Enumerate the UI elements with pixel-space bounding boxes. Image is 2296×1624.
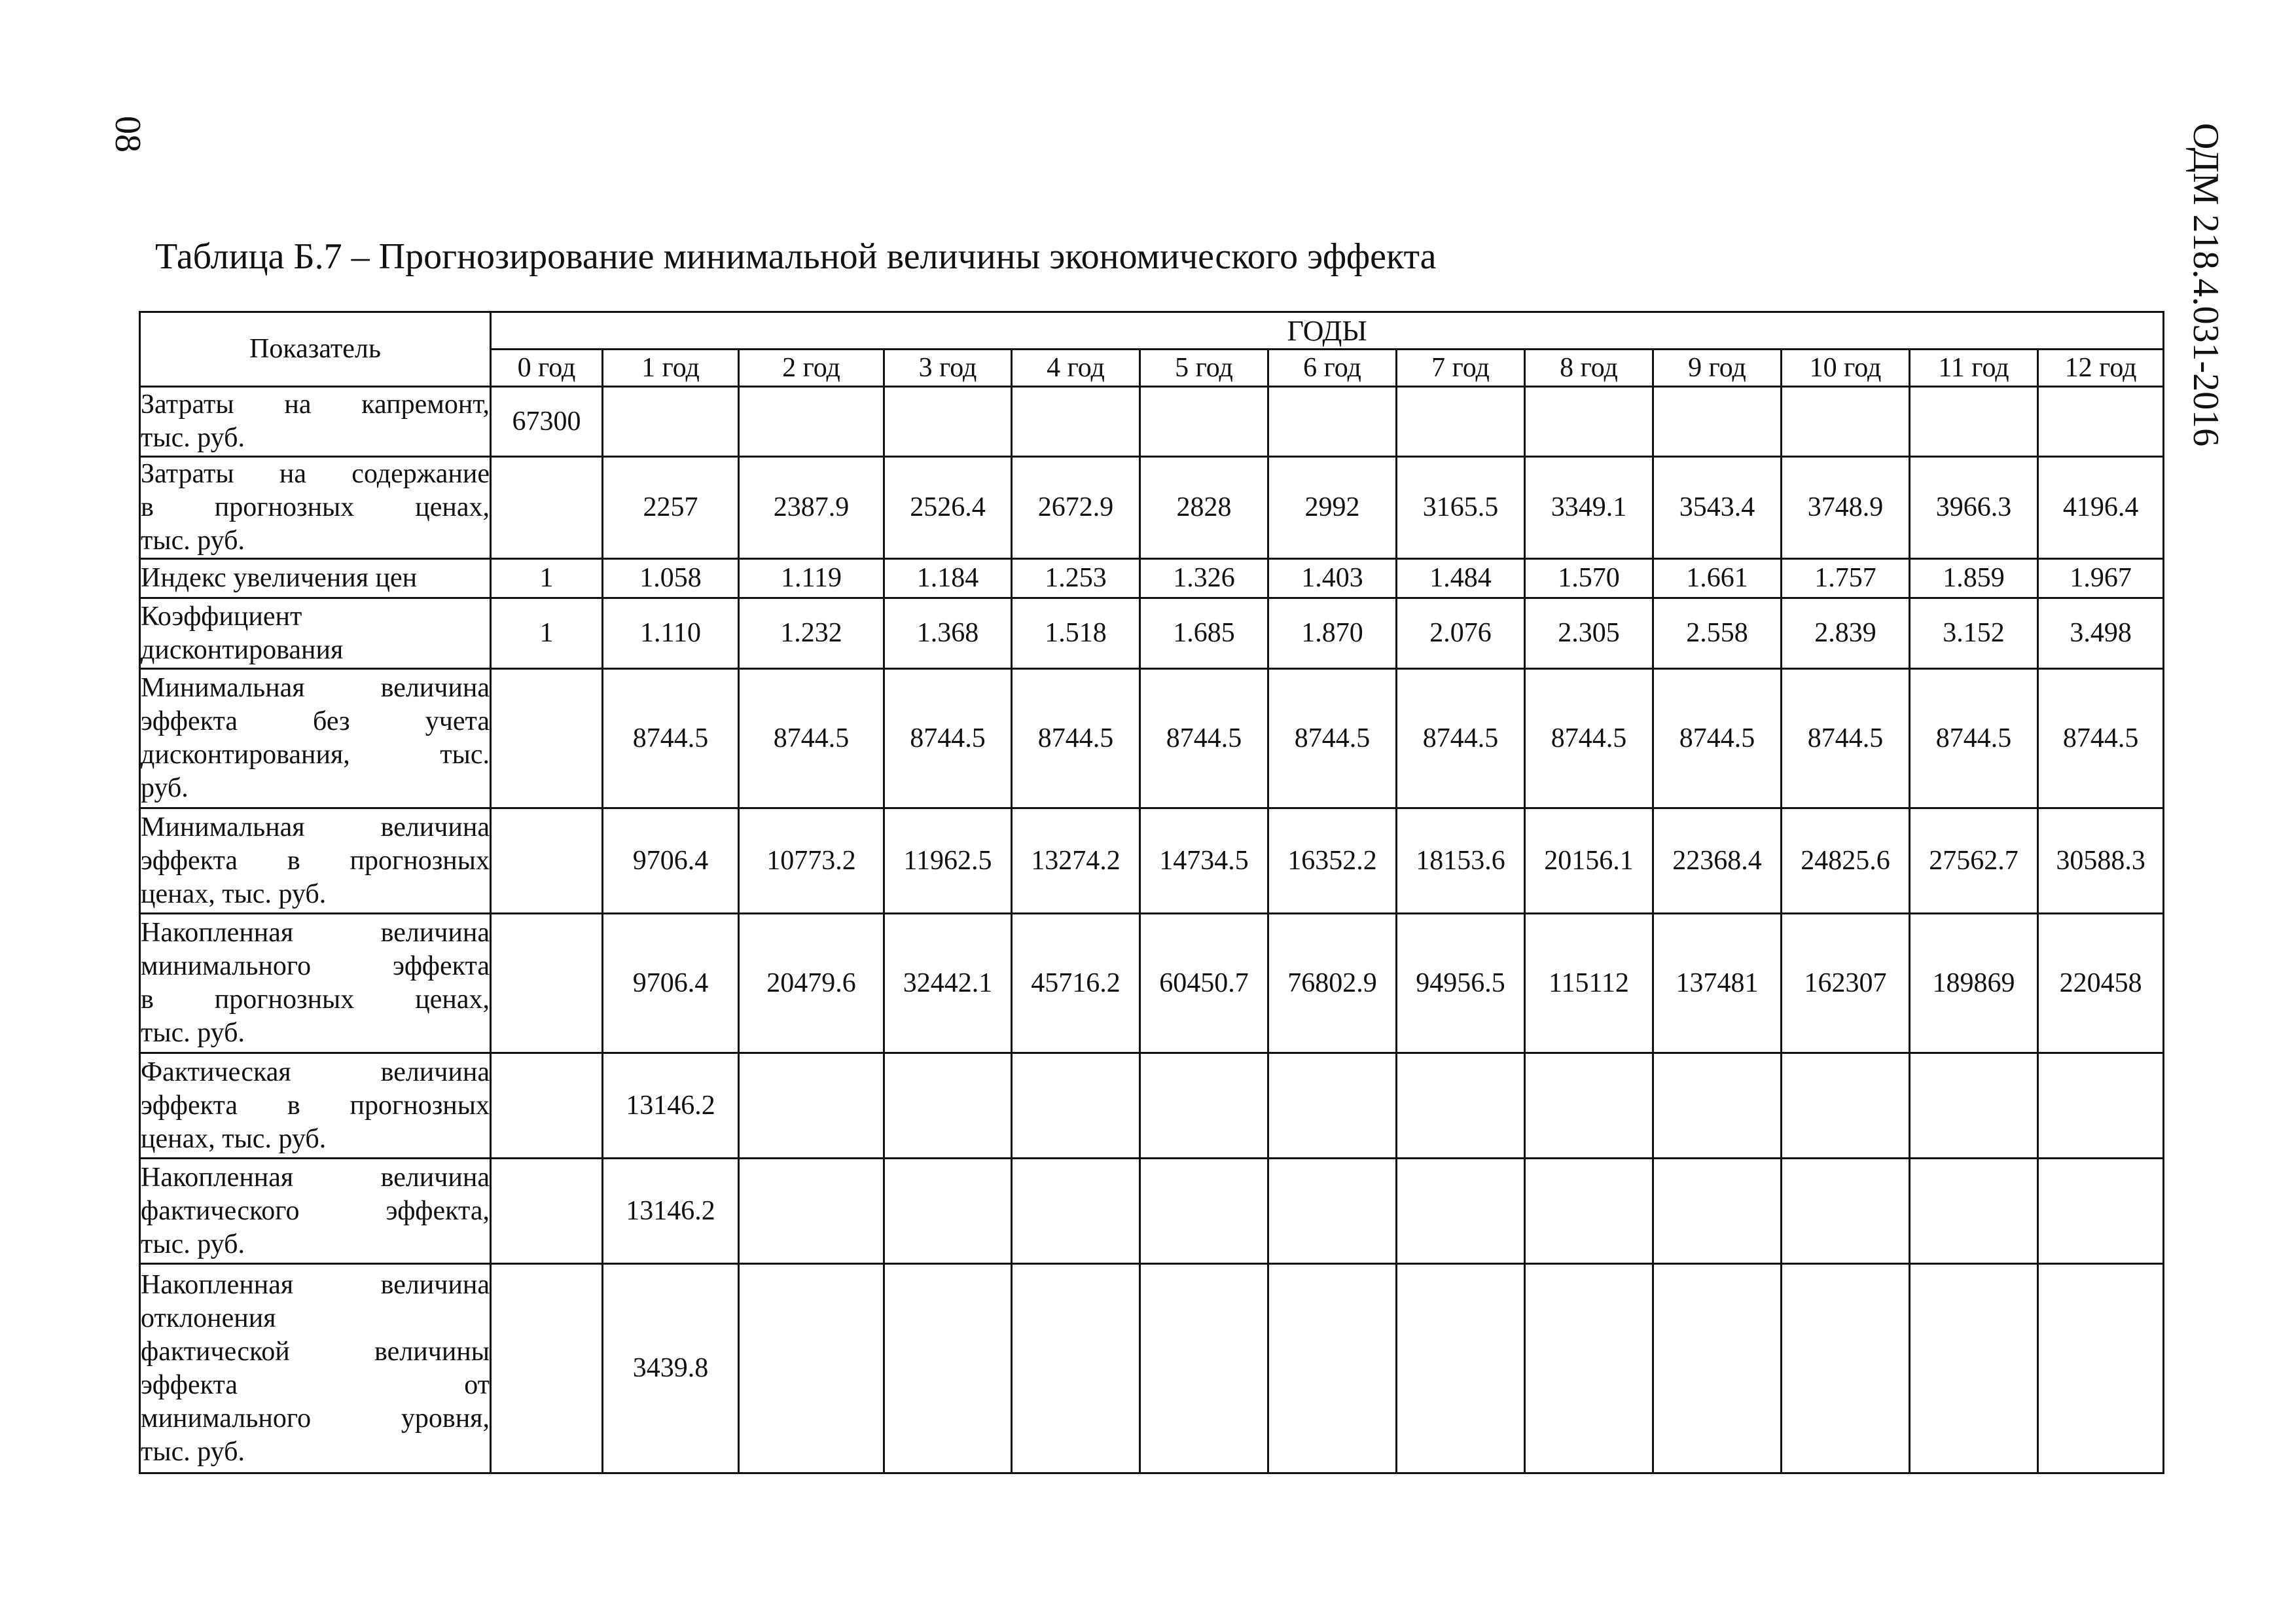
value-cell bbox=[491, 1159, 603, 1264]
value-cell: 14734.5 bbox=[1140, 808, 1268, 914]
document-code: ОДМ 218.4.031-2016 bbox=[2185, 122, 2226, 447]
value-cell: 11962.5 bbox=[884, 808, 1012, 914]
value-cell bbox=[1012, 387, 1140, 457]
value-cell: 189869 bbox=[1910, 914, 2038, 1053]
value-cell bbox=[1140, 1159, 1268, 1264]
value-cell: 3349.1 bbox=[1525, 457, 1653, 559]
value-cell: 1.518 bbox=[1012, 598, 1140, 669]
indicator-cell bbox=[140, 1159, 491, 1264]
indicator-label-line: ценах, тыс. руб. bbox=[141, 878, 327, 909]
value-cell: 3748.9 bbox=[1782, 457, 1910, 559]
value-cell bbox=[739, 1264, 884, 1473]
indicator-label-line: Затраты на капремонт, bbox=[141, 389, 490, 420]
table-row bbox=[140, 669, 2164, 808]
value-cell bbox=[1140, 1264, 1268, 1473]
year-header-cell: 2 год bbox=[739, 350, 884, 387]
indicator-label-line: Коэффициент bbox=[141, 601, 302, 632]
value-cell bbox=[884, 1053, 1012, 1159]
value-cell: 67300 bbox=[491, 387, 603, 457]
value-cell bbox=[491, 808, 603, 914]
value-cell: 1.757 bbox=[1782, 559, 1910, 598]
indicator-label-line: отклонения bbox=[141, 1303, 276, 1333]
indicator-label-line: фактического эффекта, bbox=[141, 1195, 490, 1226]
table-row bbox=[140, 1264, 2164, 1473]
value-cell bbox=[1653, 1053, 1782, 1159]
indicator-cell bbox=[140, 669, 491, 808]
indicator-label-line: Накопленная величина bbox=[141, 918, 490, 948]
indicator-label-line: дисконтирования bbox=[141, 634, 344, 665]
value-cell bbox=[1012, 1264, 1140, 1473]
value-cell: 2992 bbox=[1268, 457, 1397, 559]
value-cell: 1.326 bbox=[1140, 559, 1268, 598]
value-cell: 8744.5 bbox=[603, 669, 739, 808]
year-header-cell: 8 год bbox=[1525, 350, 1653, 387]
value-cell bbox=[2038, 1159, 2164, 1264]
value-cell: 24825.6 bbox=[1782, 808, 1910, 914]
value-cell: 8744.5 bbox=[1525, 669, 1653, 808]
year-header-cell: 9 год bbox=[1653, 350, 1782, 387]
value-cell bbox=[1910, 1264, 2038, 1473]
value-cell bbox=[739, 1159, 884, 1264]
indicator-cell bbox=[140, 559, 491, 598]
value-cell bbox=[1012, 1159, 1140, 1264]
value-cell: 16352.2 bbox=[1268, 808, 1397, 914]
value-cell bbox=[1397, 1159, 1525, 1264]
value-cell bbox=[603, 387, 739, 457]
value-cell bbox=[1782, 1264, 1910, 1473]
indicator-label-line: Накопленная величина bbox=[141, 1162, 490, 1193]
value-cell bbox=[1782, 1053, 1910, 1159]
year-header-cell: 6 год bbox=[1268, 350, 1397, 387]
value-cell bbox=[1268, 387, 1397, 457]
indicator-header: Показатель bbox=[140, 312, 491, 387]
value-cell: 8744.5 bbox=[1782, 669, 1910, 808]
value-cell: 2.076 bbox=[1397, 598, 1525, 669]
value-cell: 13146.2 bbox=[603, 1159, 739, 1264]
value-cell bbox=[884, 387, 1012, 457]
year-header-cell: 3 год bbox=[884, 350, 1012, 387]
value-cell bbox=[1525, 1053, 1653, 1159]
table-row bbox=[140, 559, 2164, 598]
table-row bbox=[140, 1159, 2164, 1264]
value-cell: 2526.4 bbox=[884, 457, 1012, 559]
indicator-label-line: тыс. руб. bbox=[141, 1436, 245, 1467]
value-cell: 4196.4 bbox=[2038, 457, 2164, 559]
value-cell bbox=[1397, 387, 1525, 457]
value-cell: 1.184 bbox=[884, 559, 1012, 598]
value-cell: 1.119 bbox=[739, 559, 884, 598]
forecast-table bbox=[139, 311, 2164, 1474]
value-cell: 8744.5 bbox=[884, 669, 1012, 808]
value-cell: 3543.4 bbox=[1653, 457, 1782, 559]
indicator-label-line: руб. bbox=[141, 773, 188, 803]
indicator-label-line: в прогнозных ценах, bbox=[141, 492, 490, 522]
value-cell: 115112 bbox=[1525, 914, 1653, 1053]
value-cell: 2.558 bbox=[1653, 598, 1782, 669]
indicator-label-line: Индекс увеличения цен bbox=[141, 563, 418, 593]
indicator-label-line: в прогнозных ценах, bbox=[141, 984, 490, 1015]
value-cell bbox=[1525, 387, 1653, 457]
indicator-label-line: Минимальная величина bbox=[141, 812, 490, 842]
value-cell: 10773.2 bbox=[739, 808, 884, 914]
value-cell: 1.484 bbox=[1397, 559, 1525, 598]
indicator-cell bbox=[140, 914, 491, 1053]
value-cell: 9706.4 bbox=[603, 914, 739, 1053]
value-cell bbox=[1268, 1053, 1397, 1159]
value-cell: 76802.9 bbox=[1268, 914, 1397, 1053]
value-cell bbox=[1268, 1159, 1397, 1264]
value-cell: 2.305 bbox=[1525, 598, 1653, 669]
value-cell bbox=[1782, 1159, 1910, 1264]
value-cell bbox=[491, 457, 603, 559]
table-row bbox=[140, 387, 2164, 457]
value-cell: 1.110 bbox=[603, 598, 739, 669]
table-row bbox=[140, 808, 2164, 914]
indicator-label-line: минимального эффекта bbox=[141, 951, 490, 981]
value-cell: 3439.8 bbox=[603, 1264, 739, 1473]
value-cell bbox=[884, 1264, 1012, 1473]
value-cell: 32442.1 bbox=[884, 914, 1012, 1053]
value-cell: 13274.2 bbox=[1012, 808, 1140, 914]
value-cell: 1.859 bbox=[1910, 559, 2038, 598]
value-cell: 3165.5 bbox=[1397, 457, 1525, 559]
value-cell bbox=[1012, 1053, 1140, 1159]
value-cell bbox=[1397, 1264, 1525, 1473]
years-header: ГОДЫ bbox=[491, 312, 2164, 350]
year-header-cell: 11 год bbox=[1910, 350, 2038, 387]
value-cell: 1 bbox=[491, 598, 603, 669]
value-cell bbox=[1140, 1053, 1268, 1159]
year-header-cell: 0 год bbox=[491, 350, 603, 387]
value-cell: 8744.5 bbox=[1910, 669, 2038, 808]
value-cell: 3.498 bbox=[2038, 598, 2164, 669]
value-cell: 1.967 bbox=[2038, 559, 2164, 598]
value-cell bbox=[1268, 1264, 1397, 1473]
value-cell bbox=[1910, 1053, 2038, 1159]
value-cell: 1 bbox=[491, 559, 603, 598]
value-cell bbox=[1910, 387, 2038, 457]
table-caption: Таблица Б.7 – Прогнозирование минимальной величины экономического эффекта bbox=[155, 236, 1437, 277]
value-cell: 20156.1 bbox=[1525, 808, 1653, 914]
indicator-label-line: эффекта в прогнозных bbox=[141, 1090, 490, 1121]
value-cell: 1.870 bbox=[1268, 598, 1397, 669]
value-cell: 1.685 bbox=[1140, 598, 1268, 669]
value-cell bbox=[491, 669, 603, 808]
value-cell bbox=[1525, 1264, 1653, 1473]
value-cell: 1.570 bbox=[1525, 559, 1653, 598]
indicator-cell bbox=[140, 808, 491, 914]
indicator-label-line: эффекта в прогнозных bbox=[141, 845, 490, 876]
table-row bbox=[140, 914, 2164, 1053]
value-cell bbox=[739, 387, 884, 457]
value-cell bbox=[739, 1053, 884, 1159]
value-cell: 1.232 bbox=[739, 598, 884, 669]
value-cell: 3966.3 bbox=[1910, 457, 2038, 559]
value-cell: 8744.5 bbox=[739, 669, 884, 808]
value-cell: 2828 bbox=[1140, 457, 1268, 559]
table-row bbox=[140, 1053, 2164, 1159]
value-cell: 22368.4 bbox=[1653, 808, 1782, 914]
value-cell bbox=[491, 1053, 603, 1159]
value-cell bbox=[2038, 387, 2164, 457]
value-cell: 8744.5 bbox=[1140, 669, 1268, 808]
value-cell bbox=[1653, 1159, 1782, 1264]
indicator-label-line: Фактическая величина bbox=[141, 1056, 490, 1087]
value-cell: 2387.9 bbox=[739, 457, 884, 559]
value-cell bbox=[2038, 1053, 2164, 1159]
value-cell bbox=[1653, 387, 1782, 457]
indicator-label-line: эффекта от bbox=[141, 1369, 490, 1400]
value-cell: 2.839 bbox=[1782, 598, 1910, 669]
table-row bbox=[140, 598, 2164, 669]
value-cell: 45716.2 bbox=[1012, 914, 1140, 1053]
table-body bbox=[140, 387, 2164, 1473]
year-header-cell: 4 год bbox=[1012, 350, 1140, 387]
indicator-label-line: Минимальная величина bbox=[141, 673, 490, 703]
indicator-cell bbox=[140, 598, 491, 669]
value-cell: 8744.5 bbox=[1397, 669, 1525, 808]
value-cell: 13146.2 bbox=[603, 1053, 739, 1159]
year-header-cell: 1 год bbox=[603, 350, 739, 387]
indicator-label-line: минимального уровня, bbox=[141, 1403, 490, 1434]
value-cell bbox=[491, 1264, 603, 1473]
value-cell: 162307 bbox=[1782, 914, 1910, 1053]
indicator-cell bbox=[140, 1053, 491, 1159]
value-cell: 137481 bbox=[1653, 914, 1782, 1053]
value-cell bbox=[491, 914, 603, 1053]
value-cell: 18153.6 bbox=[1397, 808, 1525, 914]
indicator-label-line: Накопленная величина bbox=[141, 1269, 490, 1300]
indicator-label-line: фактической величины bbox=[141, 1336, 490, 1367]
indicator-label-line: Затраты на содержание bbox=[141, 459, 490, 489]
value-cell: 8744.5 bbox=[2038, 669, 2164, 808]
value-cell: 8744.5 bbox=[1268, 669, 1397, 808]
year-header-cell: 12 год bbox=[2038, 350, 2164, 387]
value-cell: 2672.9 bbox=[1012, 457, 1140, 559]
value-cell: 20479.6 bbox=[739, 914, 884, 1053]
table-row bbox=[140, 457, 2164, 559]
value-cell: 8744.5 bbox=[1653, 669, 1782, 808]
value-cell bbox=[1782, 387, 1910, 457]
value-cell: 1.661 bbox=[1653, 559, 1782, 598]
year-header-cell: 7 год bbox=[1397, 350, 1525, 387]
value-cell: 94956.5 bbox=[1397, 914, 1525, 1053]
value-cell: 1.403 bbox=[1268, 559, 1397, 598]
indicator-label-line: тыс. руб. bbox=[141, 526, 245, 556]
indicator-label-line: ценах, тыс. руб. bbox=[141, 1123, 327, 1154]
value-cell bbox=[1910, 1159, 2038, 1264]
value-cell: 220458 bbox=[2038, 914, 2164, 1053]
value-cell bbox=[884, 1159, 1012, 1264]
value-cell: 2257 bbox=[603, 457, 739, 559]
year-header-cell: 10 год bbox=[1782, 350, 1910, 387]
value-cell: 60450.7 bbox=[1140, 914, 1268, 1053]
value-cell: 3.152 bbox=[1910, 598, 2038, 669]
indicator-cell bbox=[140, 457, 491, 559]
indicator-cell bbox=[140, 1264, 491, 1473]
value-cell: 8744.5 bbox=[1012, 669, 1140, 808]
indicator-label-line: дисконтирования, тыс. bbox=[141, 740, 490, 770]
value-cell: 27562.7 bbox=[1910, 808, 2038, 914]
value-cell: 30588.3 bbox=[2038, 808, 2164, 914]
value-cell: 1.253 bbox=[1012, 559, 1140, 598]
value-cell: 1.368 bbox=[884, 598, 1012, 669]
indicator-label-line: тыс. руб. bbox=[141, 1018, 245, 1048]
value-cell: 9706.4 bbox=[603, 808, 739, 914]
value-cell bbox=[1525, 1159, 1653, 1264]
year-header-cell: 5 год bbox=[1140, 350, 1268, 387]
value-cell bbox=[1653, 1264, 1782, 1473]
indicator-label-line: тыс. руб. bbox=[141, 1229, 245, 1259]
value-cell bbox=[1397, 1053, 1525, 1159]
value-cell bbox=[2038, 1264, 2164, 1473]
value-cell bbox=[1140, 387, 1268, 457]
indicator-label-line: эффекта без учета bbox=[141, 706, 490, 736]
indicator-cell bbox=[140, 387, 491, 457]
value-cell: 1.058 bbox=[603, 559, 739, 598]
indicator-label-line: тыс. руб. bbox=[141, 423, 245, 453]
page-number: 08 bbox=[107, 116, 148, 153]
